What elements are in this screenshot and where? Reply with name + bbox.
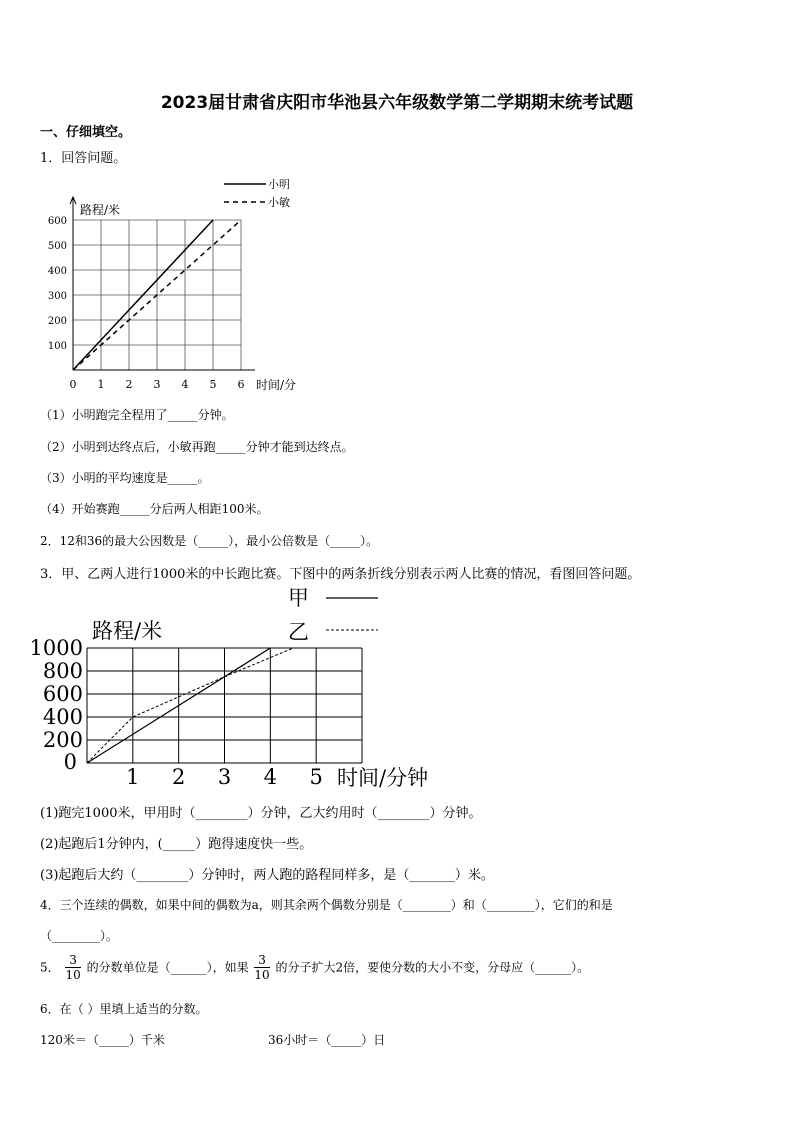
fraction-denominator: 10 xyxy=(65,968,81,982)
x-tick-label: 4 xyxy=(181,378,189,391)
fraction-numerator: 3 xyxy=(254,953,269,968)
question-1-label: 1．回答问题。 xyxy=(40,151,127,166)
y-tick-label: 100 xyxy=(47,341,67,352)
fraction-denominator: 10 xyxy=(254,968,270,982)
chart-2-legend-label-1: 甲 xyxy=(288,586,309,610)
question-6-label: 6．在（ ）里填上适当的分数。 xyxy=(40,1002,208,1016)
chart-1-legend-label-1: 小明 xyxy=(268,178,290,191)
y-tick-label: 600 xyxy=(42,682,83,706)
question-2: 2．12和36的最大公因数是（_____），最小公倍数是（_____）。 xyxy=(40,534,379,548)
chart-2-x-axis-label: 时间/分钟 xyxy=(337,766,429,790)
question-4-line-2: （________）。 xyxy=(40,929,119,943)
chart-2-grid xyxy=(87,648,362,763)
series-line-2 xyxy=(87,648,293,763)
x-tick-label: 0 xyxy=(63,750,77,774)
x-tick-label: 5 xyxy=(309,765,323,789)
chart-1-x-axis-label: 时间/分 xyxy=(256,378,297,392)
x-tick-label: 2 xyxy=(171,765,186,789)
x-tick-label: 3 xyxy=(217,765,232,789)
x-tick-label: 4 xyxy=(263,765,278,789)
question-5-text-2: 的分子扩大2倍，要使分数的大小不变，分母应（______）。 xyxy=(275,960,590,975)
question-4-line-1: 4．三个连续的偶数，如果中间的偶数为a，则其余两个偶数分别是（________）和（________），它们的和是 xyxy=(40,898,613,912)
question-6-item-2: 36小时＝（_____）日 xyxy=(268,1033,386,1047)
question-3-sub-1: (1)跑完1000米，甲用时（________）分钟，乙大约用时（________）分钟。 xyxy=(40,806,482,821)
question-1-sub-1: （1）小明跑完全程用了_____分钟。 xyxy=(40,408,234,422)
y-tick-label: 300 xyxy=(47,291,67,302)
question-3-label: 3．甲、乙两人进行1000米的中长跑比赛。下图中的两条折线分别表示两人比赛的情况，看图回答问题。 xyxy=(40,567,641,582)
y-tick-label: 400 xyxy=(47,266,67,277)
question-5-prefix: 5． xyxy=(40,960,60,975)
question-3-sub-3: (3)起跑后大约（________）分钟时，两人跑的路程同样多，是（_______）米。 xyxy=(40,868,494,883)
y-tick-label: 200 xyxy=(42,728,83,752)
y-tick-label: 200 xyxy=(47,316,67,327)
question-1-sub-3: （3）小明的平均速度是_____。 xyxy=(40,471,210,485)
section-heading: 一、仔细填空。 xyxy=(40,125,132,140)
x-tick-label: 1 xyxy=(126,765,140,789)
fraction-numerator: 3 xyxy=(65,953,80,968)
y-tick-label: 400 xyxy=(42,705,83,729)
page-title: 2023届甘肃省庆阳市华池县六年级数学第二学期期末统考试题 xyxy=(160,93,634,113)
chart-1-y-axis-label: 路程/米 xyxy=(80,203,121,217)
chart-2 xyxy=(30,583,450,795)
x-tick-label: 1 xyxy=(97,378,105,391)
x-tick-label: 3 xyxy=(153,378,161,391)
x-tick-label: 5 xyxy=(209,378,217,391)
y-tick-label: 1000 xyxy=(30,636,83,660)
question-1-sub-2: （2）小明到达终点后，小敏再跑_____分钟才能到达终点。 xyxy=(40,440,354,454)
chart-1-legend-label-2: 小敏 xyxy=(268,196,290,209)
x-tick-label: 6 xyxy=(237,378,245,391)
question-3-sub-2: (2)起跑后1分钟内，(_____）跑得速度快一些。 xyxy=(40,837,313,852)
question-1-sub-4: （4）开始赛跑_____分后两人相距100米。 xyxy=(40,502,269,516)
fraction-3-10 xyxy=(65,953,80,982)
y-tick-label: 600 xyxy=(47,216,67,227)
chart-1 xyxy=(30,172,320,396)
chart-2-y-axis-label: 路程/米 xyxy=(92,619,163,643)
question-5 xyxy=(40,953,589,982)
y-tick-label: 800 xyxy=(42,659,83,683)
question-5-text-1: 的分数单位是（______），如果 xyxy=(86,960,249,975)
chart-2-legend-label-2: 乙 xyxy=(288,620,309,644)
question-6-item-1: 120米＝（_____）千米 xyxy=(40,1033,165,1047)
y-tick-label: 500 xyxy=(47,241,67,252)
x-tick-label: 0 xyxy=(69,378,77,391)
x-tick-label: 2 xyxy=(125,378,133,391)
fraction-3-10-second xyxy=(254,953,269,982)
